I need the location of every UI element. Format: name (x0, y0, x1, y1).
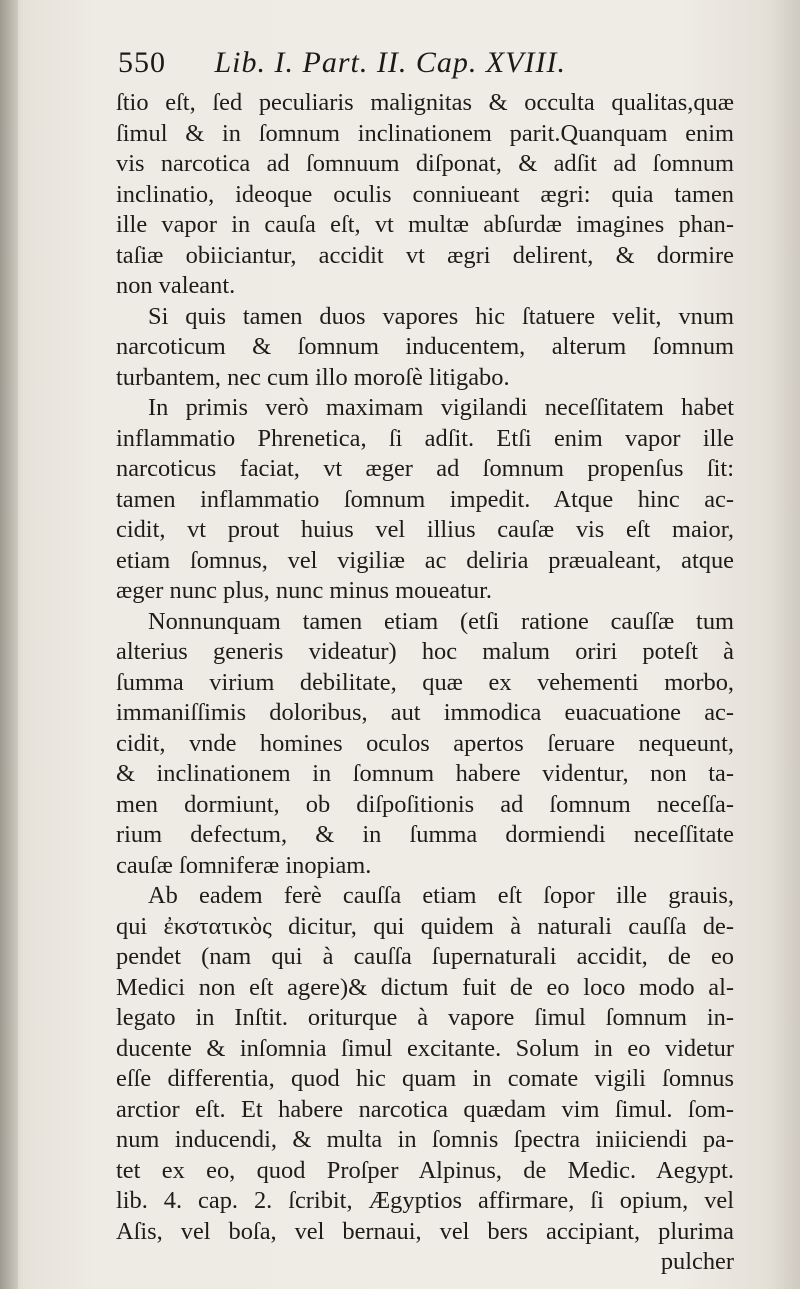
running-title: Lib. I. Part. II. Cap. XVIII. (214, 46, 566, 79)
text-line: lib. 4. cap. 2. ſcribit, Ægyptios affirmare, ſi opium, vel (116, 1187, 734, 1214)
text-line: num inducendi, & multa in ſomnis ſpectra iniiciendi pa- (116, 1126, 734, 1153)
paragraph-start: Si quis tamen duos vapores hic ſtatuere velit, vnum (148, 302, 734, 330)
text-line: men dormiunt, ob diſpoſitionis ad ſomnum neceſſa- (116, 790, 734, 818)
running-header (118, 46, 678, 80)
text-line: qui ἐκστατικὸς dicitur, qui quidem à naturali cauſſa de- (116, 912, 734, 940)
text-line: etiam ſomnus, vel vigiliæ ac deliria præualeant, atque (116, 546, 734, 574)
text-line: & inclinationem in ſomnum habere videntur, non ta- (116, 760, 734, 787)
paragraph-start: In primis verò maximam vigilandi neceſſitatem habet (148, 394, 734, 421)
text-line: ſimul & in ſomnum inclinationem parit.Quanquam enim (116, 119, 734, 147)
text-line: taſiæ obiiciantur, accidit vt ægri delirent, & dormire (116, 241, 734, 269)
text-line: Medici non eſt agere)& dictum fuit de eo loco modo al- (116, 973, 734, 1001)
text-line: alterius generis videatur) hoc malum oriri poteſt à (116, 638, 734, 665)
text-line: tamen inflammatio ſomnum impedit. Atque hinc ac- (116, 485, 734, 513)
text-line: eſſe differentia, quod hic quam in comate vigili ſomnus (116, 1065, 734, 1092)
binding-gutter (0, 0, 18, 1289)
text-line: tet ex eo, quod Proſper Alpinus, de Medic. Aegypt. (116, 1156, 734, 1184)
catchword: pulcher (660, 1248, 734, 1275)
text-line: arctior eſt. Et habere narcotica quædam vim ſimul. ſom- (116, 1095, 734, 1123)
text-line: immaniſſimis doloribus, aut immodica euacuatione ac- (116, 699, 734, 726)
text-line: cauſæ ſomniferæ inopiam. (116, 851, 372, 879)
text-line: Aſis, vel boſa, vel bernaui, vel bers accipiant, plurima (116, 1217, 734, 1245)
text-line: ille vapor in cauſa eſt, vt multæ abſurdæ imagines phan- (116, 211, 734, 238)
text-line: ducente & inſomnia ſimul excitante. Solum in eo videtur (116, 1034, 734, 1062)
text-line: legato in Inſtit. oriturque à vapore ſimul ſomnum in- (116, 1004, 734, 1031)
page-number: 550 (118, 46, 166, 79)
text-line: inclinatio, ideoque oculis conniueant ægri: quia tamen (116, 180, 734, 208)
text-line: pendet (nam qui à cauſſa ſupernaturali accidit, de eo (116, 943, 734, 970)
text-line: cidit, vt prout huius vel illius cauſæ vis eſt maior, (116, 516, 734, 543)
paragraph-start: Ab eadem ferè cauſſa etiam eſt ſopor ille grauis, (148, 882, 734, 909)
body-text (116, 88, 734, 1278)
text-line: vis narcotica ad ſomnuum diſponat, & adſit ad ſomnum (116, 150, 734, 177)
text-line: narcoticus faciat, vt æger ad ſomnum propenſus ſit: (116, 455, 734, 482)
text-line: turbantem, nec cum illo moroſè litigabo. (116, 363, 510, 391)
text-line: æger nunc plus, nunc minus moueatur. (116, 577, 492, 604)
text-line: ſumma virium debilitate, quæ ex vehementi morbo, (116, 668, 734, 696)
text-line: narcoticum & ſomnum inducentem, alterum ſomnum (116, 333, 734, 360)
text-line: non valeant. (116, 272, 236, 299)
text-line: inflammatio Phrenetica, ſi adſit. Etſi enim vapor ille (116, 424, 734, 452)
text-line: ſtio eſt, ſed peculiaris malignitas & occulta qualitas,quæ (116, 89, 734, 116)
paragraph-start: Nonnunquam tamen etiam (etſi ratione cauſſæ tum (148, 607, 734, 635)
text-line: rium defectum, & in ſumma dormiendi neceſſitate (116, 821, 734, 848)
text-line: cidit, vnde homines oculos apertos ſeruare nequeunt, (116, 729, 734, 757)
